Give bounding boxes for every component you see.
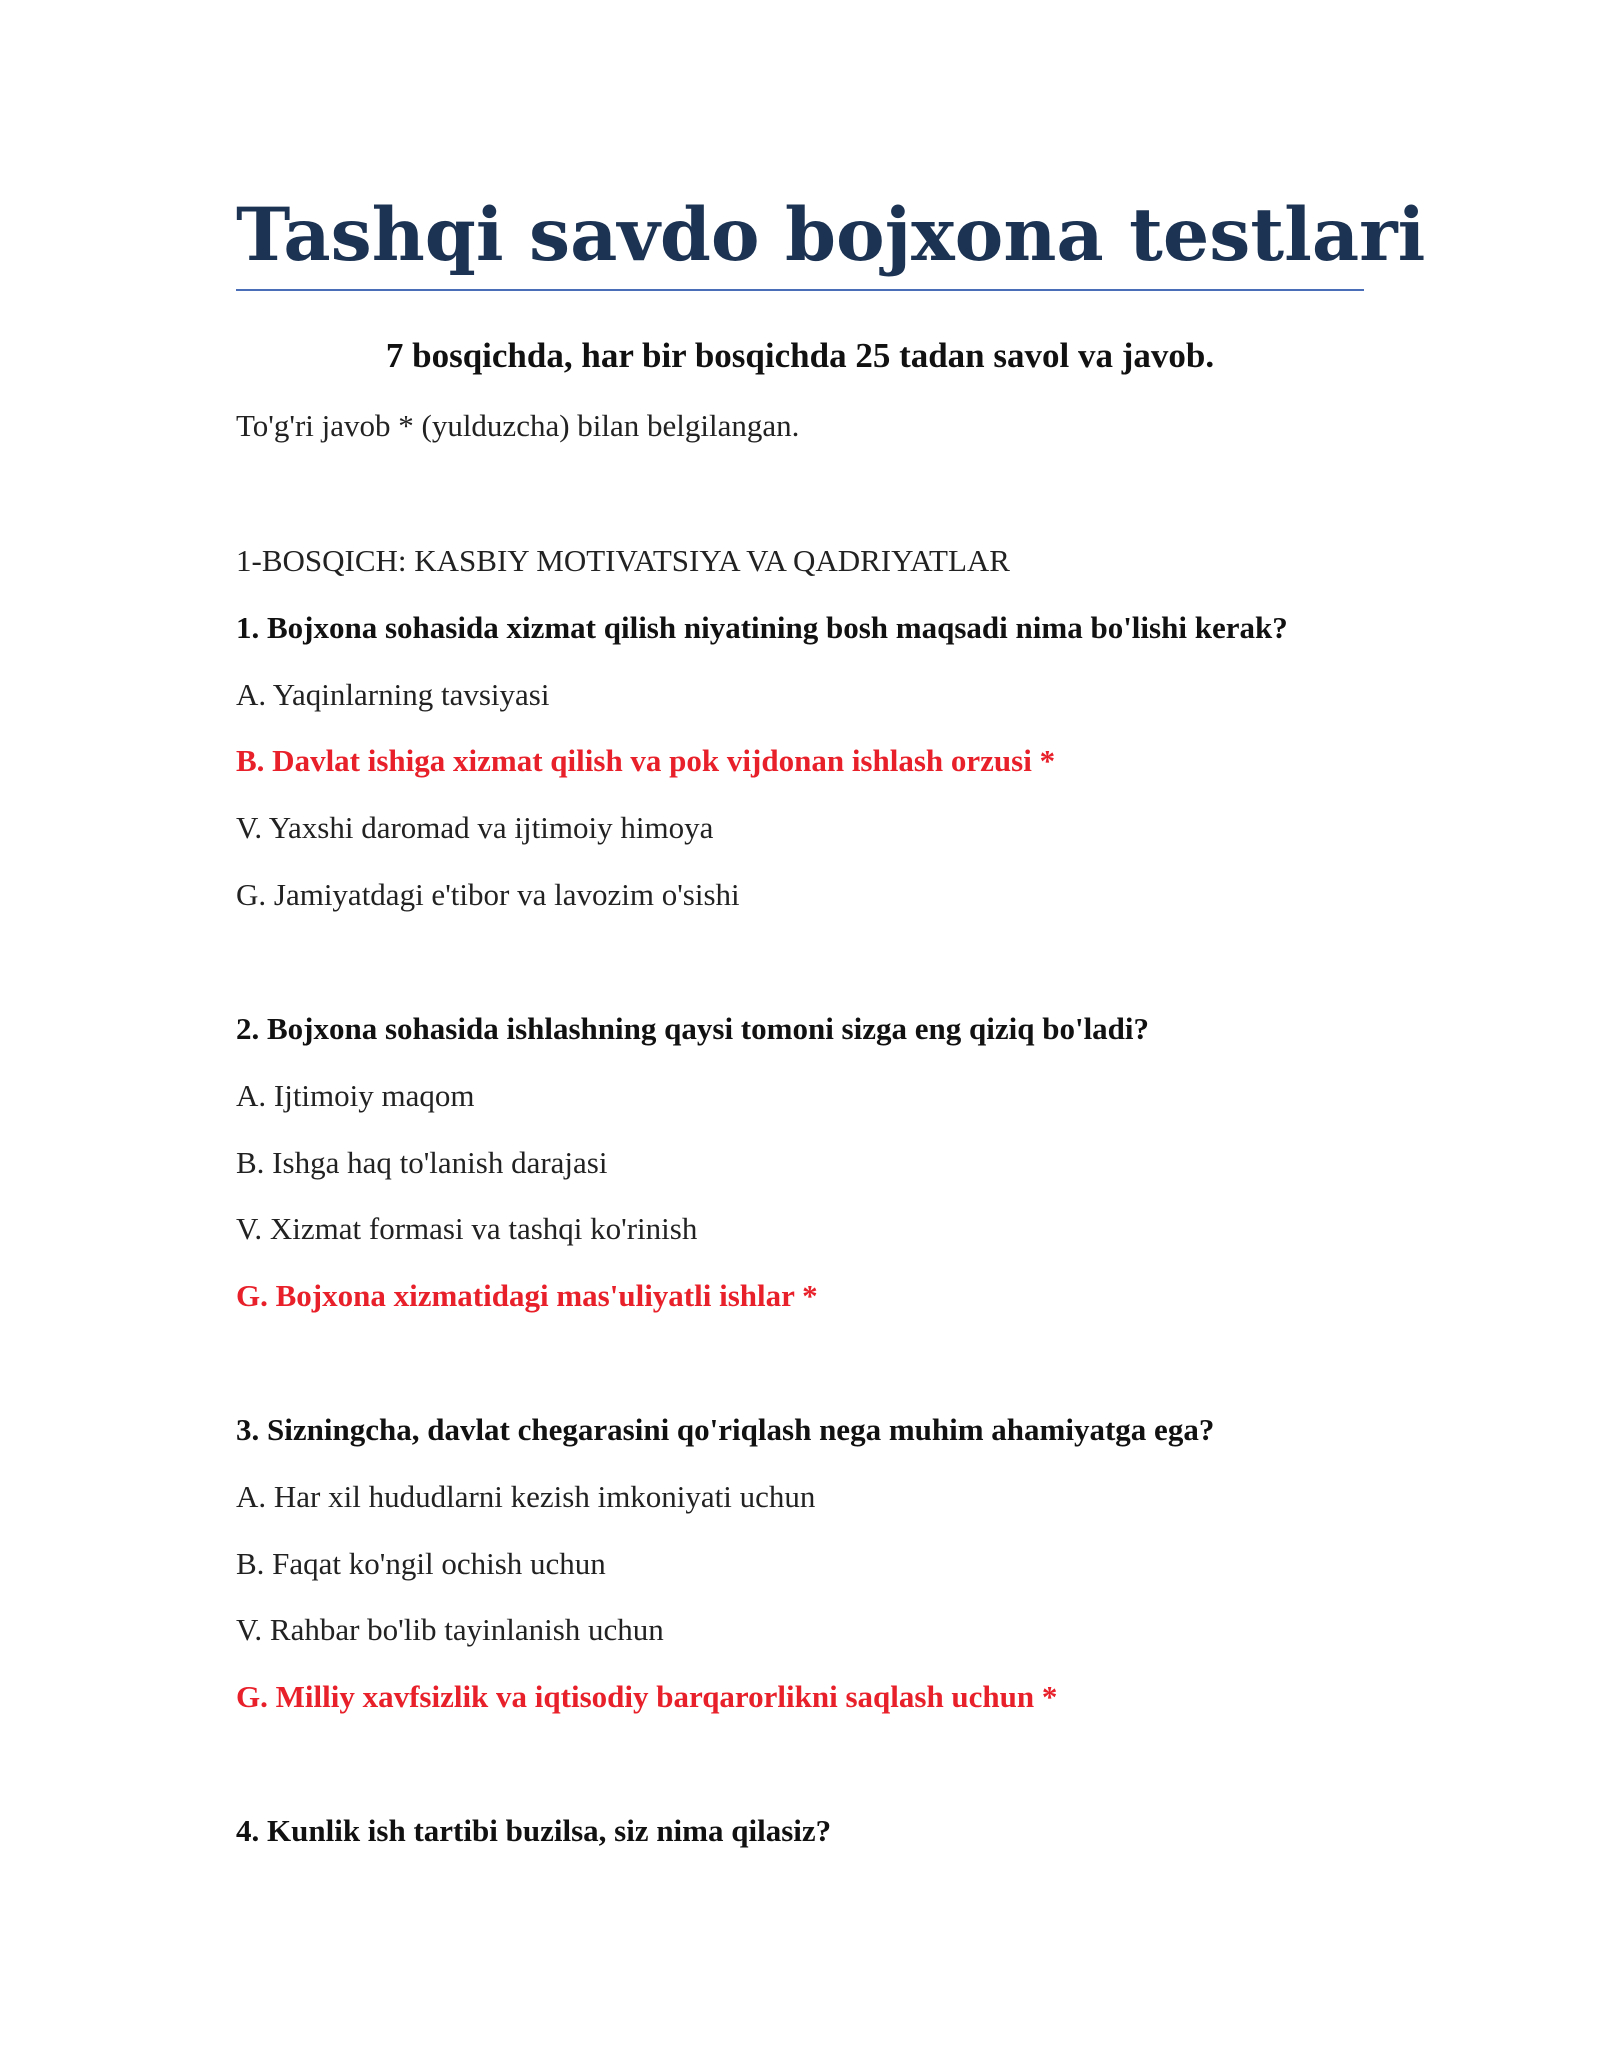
question-1: 1. Bojxona sohasida xizmat qilish niyatining bosh maqsadi nima bo'lishi kerak? [236, 610, 1288, 645]
question-2-option-v: V. Xizmat formasi va tashqi ko'rinish [236, 1211, 698, 1246]
document-title: Tashqi savdo bojxona testlari [236, 192, 1426, 278]
answer-key-note: To'g'ri javob * (yulduzcha) bilan belgilangan. [236, 408, 800, 443]
question-2-option-g-correct: G. Bojxona xizmatidagi mas'uliyatli ishlar * [236, 1278, 818, 1313]
title-underline [236, 289, 1364, 291]
question-3-option-a: A. Har xil hududlarni kezish imkoniyati uchun [236, 1479, 816, 1514]
question-3: 3. Sizningcha, davlat chegarasini qo'riqlash nega muhim ahamiyatga ega? [236, 1412, 1215, 1447]
question-3-option-g-correct: G. Milliy xavfsizlik va iqtisodiy barqarorlikni saqlash uchun * [236, 1679, 1058, 1714]
question-2-option-a: A. Ijtimoiy maqom [236, 1078, 475, 1113]
question-1-option-g: G. Jamiyatdagi e'tibor va lavozim o'sishi [236, 877, 740, 912]
question-2-option-b: B. Ishga haq to'lanish darajasi [236, 1145, 608, 1180]
section-heading: 1-BOSQICH: KASBIY MOTIVATSIYA VA QADRIYATLAR [236, 543, 1010, 578]
question-3-option-b: B. Faqat ko'ngil ochish uchun [236, 1546, 606, 1581]
question-1-option-a: A. Yaqinlarning tavsiyasi [236, 677, 550, 712]
question-1-option-b-correct: B. Davlat ishiga xizmat qilish va pok vijdonan ishlash orzusi * [236, 743, 1056, 778]
question-2: 2. Bojxona sohasida ishlashning qaysi tomoni sizga eng qiziq bo'ladi? [236, 1011, 1150, 1046]
question-4: 4. Kunlik ish tartibi buzilsa, siz nima qilasiz? [236, 1813, 832, 1848]
question-3-option-v: V. Rahbar bo'lib tayinlanish uchun [236, 1612, 664, 1647]
document-subtitle: 7 bosqichda, har bir bosqichda 25 tadan savol va javob. [385, 336, 1215, 375]
question-1-option-v: V. Yaxshi daromad va ijtimoiy himoya [236, 810, 714, 845]
